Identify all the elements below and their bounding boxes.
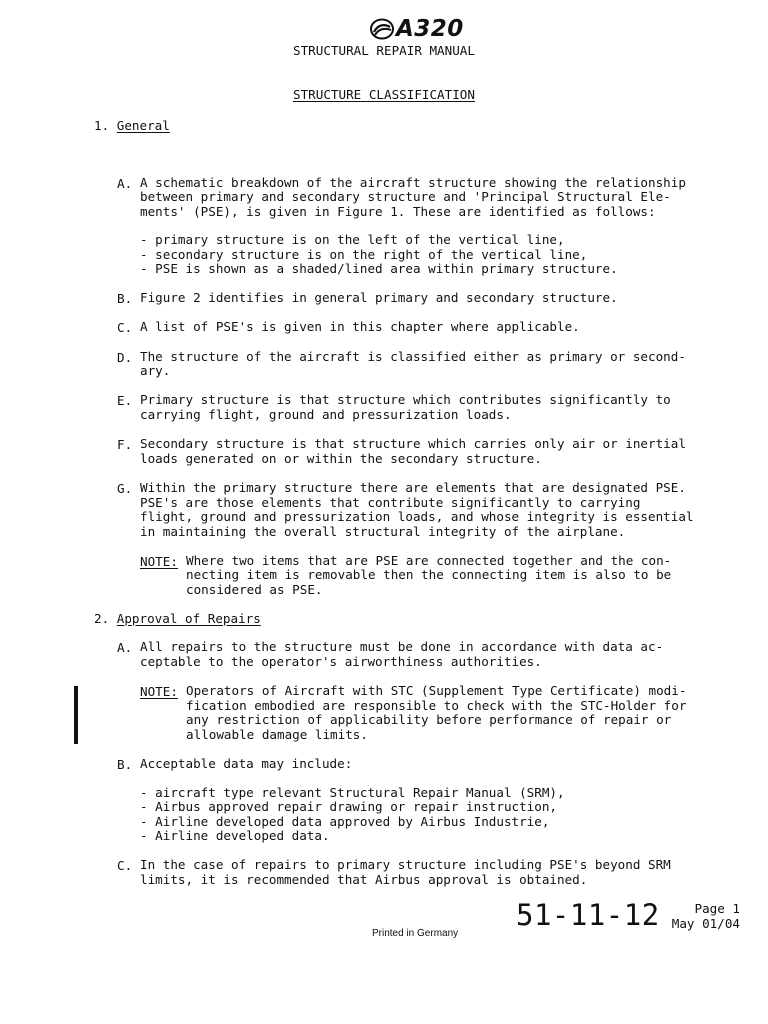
bullet-line: - aircraft type relevant Structural Repair Manual (SRM), bbox=[140, 785, 565, 800]
section-number: 2. bbox=[94, 611, 110, 626]
item-letter: F. bbox=[117, 437, 133, 452]
paragraph-line: Primary structure is that structure which contributes significantly to bbox=[140, 392, 671, 407]
bullet-line: - secondary structure is on the right of the vertical line, bbox=[140, 247, 588, 262]
paragraph-line: ary. bbox=[140, 363, 171, 378]
airbus-logo bbox=[370, 15, 464, 43]
note-line: Where two items that are PSE are connected together and the con- bbox=[186, 553, 672, 568]
item-letter: A. bbox=[117, 640, 133, 655]
paragraph-line: Secondary structure is that structure which carries only air or inertial bbox=[140, 436, 686, 451]
section-title: STRUCTURE CLASSIFICATION bbox=[293, 87, 475, 102]
note-line: fication embodied are responsible to check with the STC-Holder for bbox=[186, 698, 687, 713]
item-letter: B. bbox=[117, 291, 133, 306]
section-title-wrap bbox=[0, 87, 768, 102]
paragraph-line: limits, it is recommended that Airbus approval is obtained. bbox=[140, 872, 588, 887]
paragraph-line: flight, ground and pressurization loads, and whose integrity is essential bbox=[140, 509, 694, 524]
section-2-heading bbox=[94, 611, 261, 626]
item-letter: B. bbox=[117, 757, 133, 772]
note-line: necting item is removable then the connecting item is also to be bbox=[186, 567, 672, 582]
paragraph-line: The structure of the aircraft is classified either as primary or second- bbox=[140, 349, 686, 364]
bullet-line: - PSE is shown as a shaded/lined area within primary structure. bbox=[140, 261, 618, 276]
item-letter: C. bbox=[117, 320, 133, 335]
bullet-line: - Airline developed data. bbox=[140, 828, 330, 843]
paragraph-line: carrying flight, ground and pressurization loads. bbox=[140, 407, 512, 422]
paragraph-line: PSE's are those elements that contribute significantly to carrying bbox=[140, 495, 641, 510]
bullet-line: - Airline developed data approved by Airbus Industrie, bbox=[140, 814, 550, 829]
note-label: NOTE: bbox=[140, 684, 178, 699]
airbus-swirl-icon bbox=[370, 18, 394, 40]
note-line: allowable damage limits. bbox=[186, 727, 368, 742]
item-letter: D. bbox=[117, 350, 133, 365]
paragraph-line: loads generated on or within the secondary structure. bbox=[140, 451, 542, 466]
bullet-line: - primary structure is on the left of the vertical line, bbox=[140, 232, 565, 247]
paragraph-line: Acceptable data may include: bbox=[140, 756, 353, 771]
section-1-heading bbox=[94, 118, 170, 133]
section-title: Approval of Repairs bbox=[116, 611, 261, 626]
revision-change-bar bbox=[74, 686, 78, 744]
note-line: Operators of Aircraft with STC (Supplement Type Certificate) modi- bbox=[186, 683, 687, 698]
page-number: Page 1 bbox=[694, 901, 740, 916]
paragraph-line: ments' (PSE), is given in Figure 1. These are identified as follows: bbox=[140, 204, 656, 219]
note-line: considered as PSE. bbox=[186, 582, 323, 597]
item-letter: A. bbox=[117, 176, 133, 191]
bullet-line: - Airbus approved repair drawing or repair instruction, bbox=[140, 799, 558, 814]
paragraph-line: Figure 2 identifies in general primary and secondary structure. bbox=[140, 290, 618, 305]
paragraph-line: in maintaining the overall structural integrity of the airplane. bbox=[140, 524, 626, 539]
logo-text: A320 bbox=[396, 16, 464, 42]
paragraph-line: Within the primary structure there are elements that are designated PSE. bbox=[140, 480, 686, 495]
paragraph-line: between primary and secondary structure and 'Principal Structural Ele- bbox=[140, 189, 671, 204]
page-info bbox=[668, 902, 740, 931]
manual-title: STRUCTURAL REPAIR MANUAL bbox=[293, 43, 475, 58]
printed-in-label: Printed in Germany bbox=[372, 928, 459, 939]
paragraph-line: In the case of repairs to primary structure including PSE's beyond SRM bbox=[140, 857, 671, 872]
revision-date: May 01/04 bbox=[671, 915, 740, 931]
paragraph-line: ceptable to the operator's airworthiness authorities. bbox=[140, 654, 542, 669]
item-letter: G. bbox=[117, 481, 133, 496]
paragraph-line: A list of PSE's is given in this chapter where applicable. bbox=[140, 319, 580, 334]
paragraph-line: All repairs to the structure must be done in accordance with data ac- bbox=[140, 639, 664, 654]
section-title: General bbox=[116, 118, 170, 133]
document-code: 51-11-12 bbox=[516, 898, 660, 932]
item-letter: C. bbox=[117, 858, 133, 873]
paragraph-line: A schematic breakdown of the aircraft structure showing the relationship bbox=[140, 175, 686, 190]
note-label: NOTE: bbox=[140, 554, 178, 569]
section-number: 1. bbox=[94, 118, 110, 133]
item-letter: E. bbox=[117, 393, 133, 408]
note-line: any restriction of applicability before performance of repair or bbox=[186, 712, 672, 727]
